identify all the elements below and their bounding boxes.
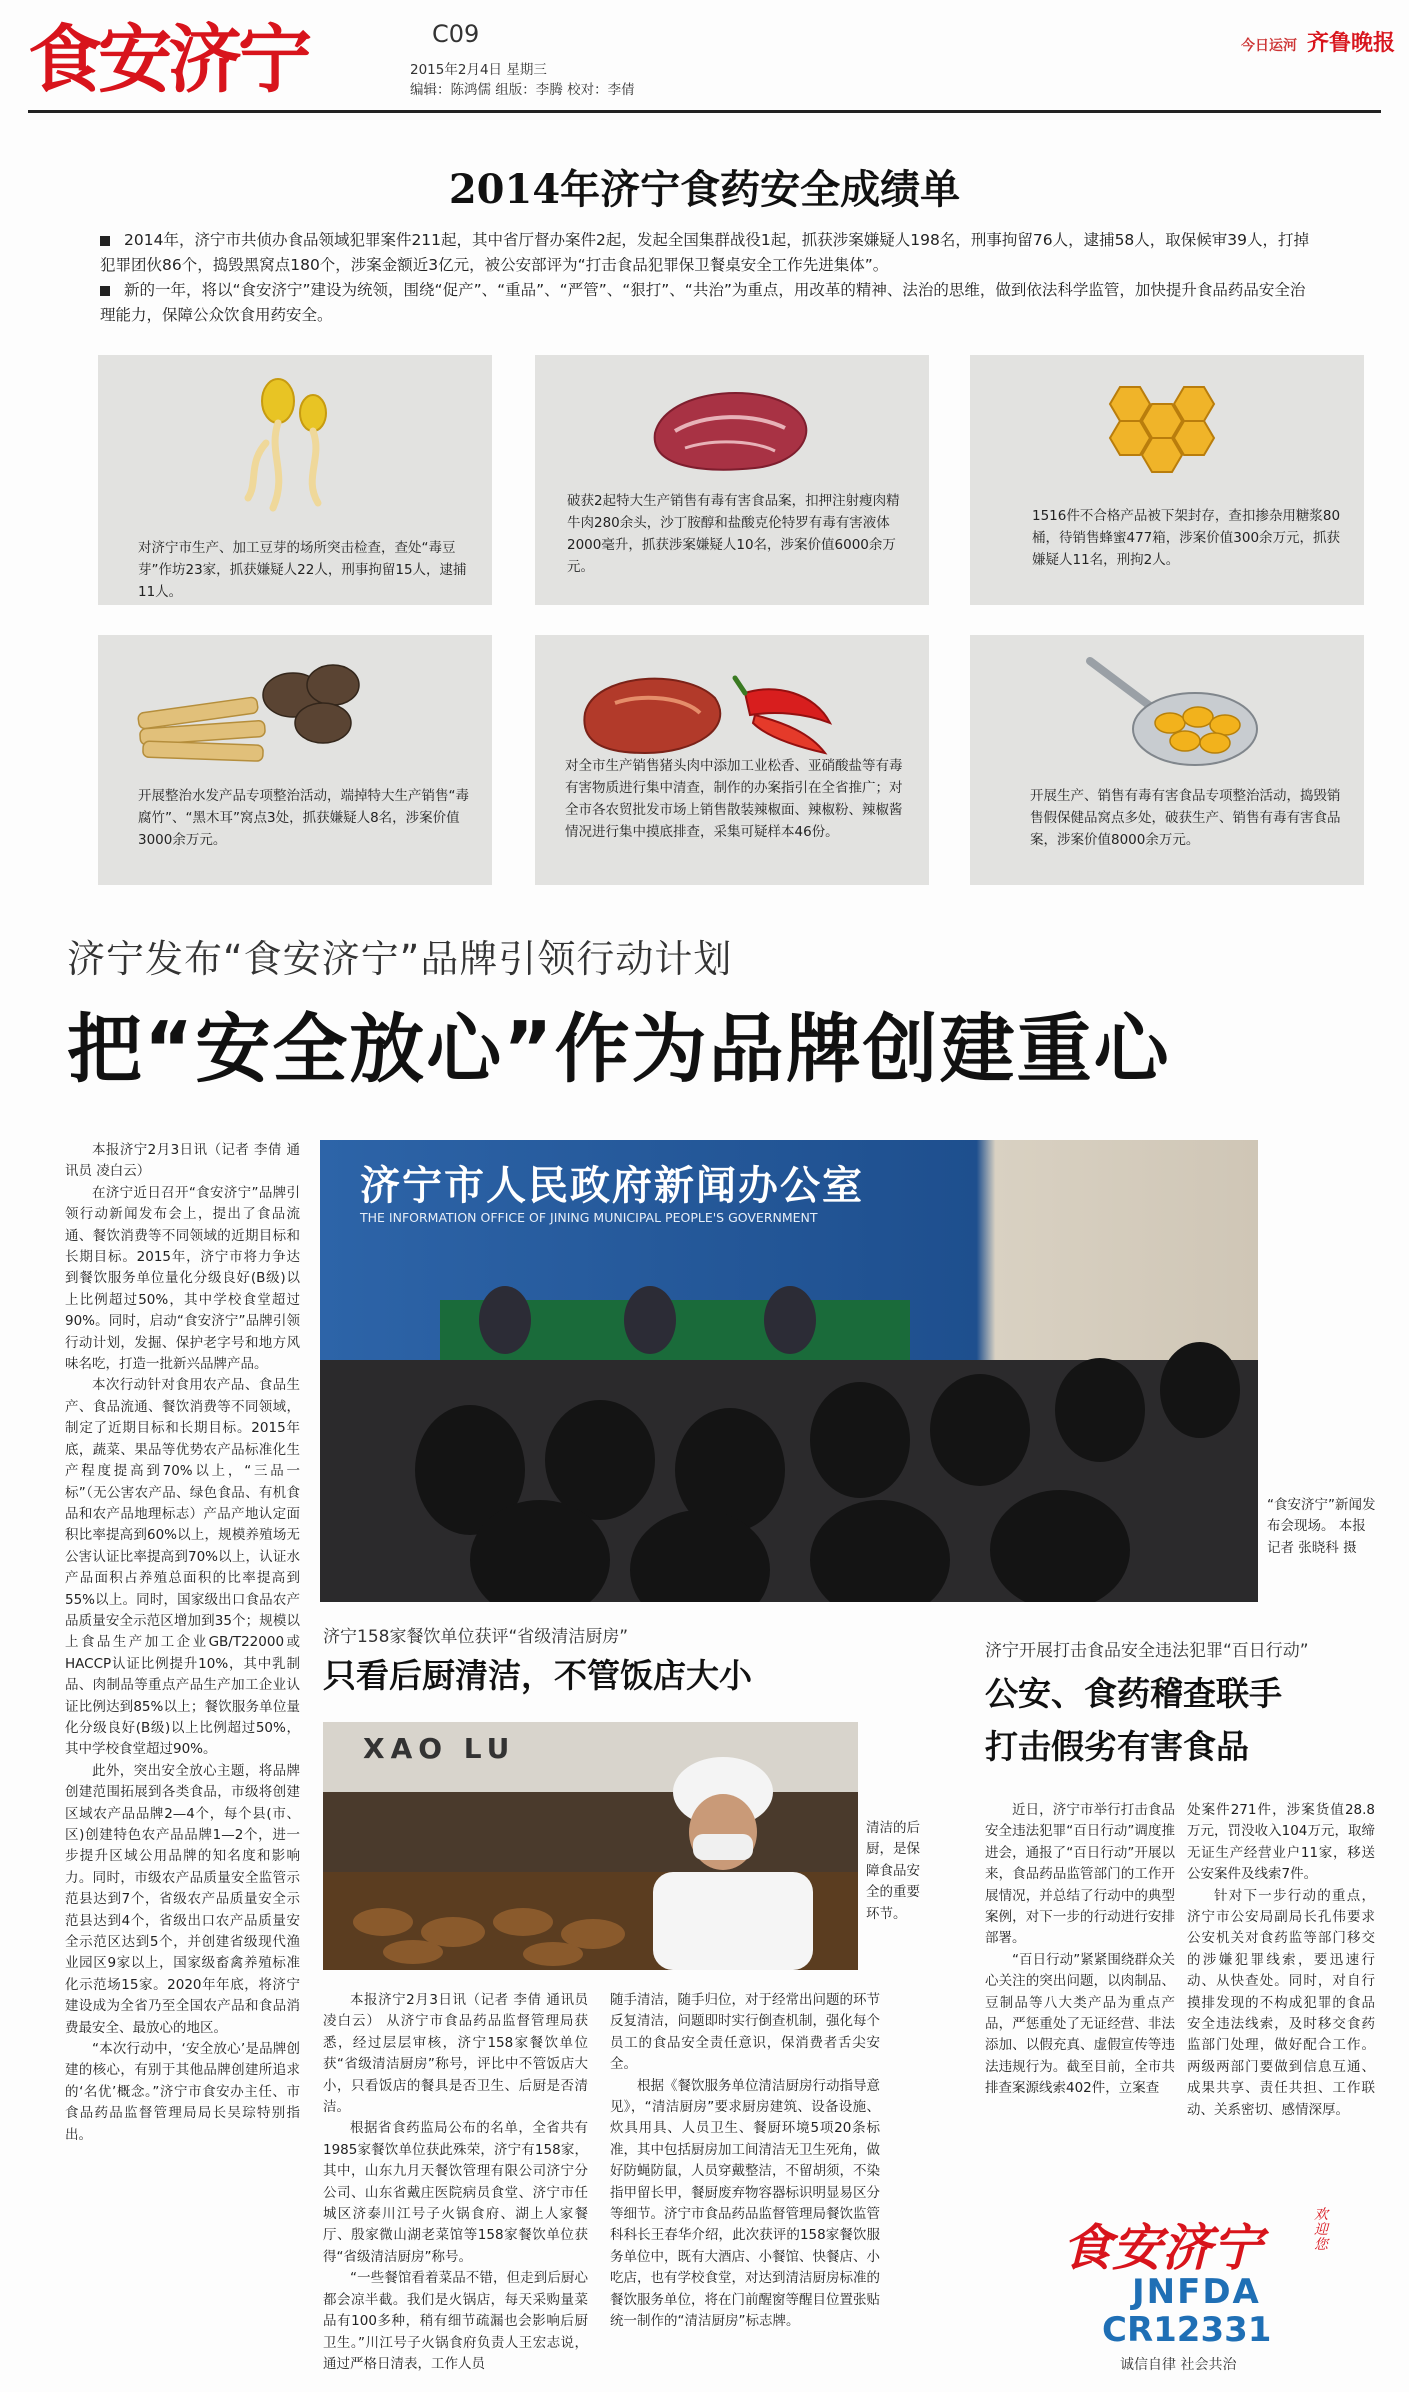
- paragraph: “百日行动”紧紧围绕群众关心关注的突出问题，以肉制品、豆制品等八大类产品为重点产品，严惩重处了无证经营、非法添加、以假充真、虚假宣传等违法违规行为。截至目前，全市共排查案源线索402件，立案查: [985, 1951, 1175, 2097]
- summary-card-meat-chili: [535, 635, 929, 885]
- newspaper-brand: [1241, 26, 1395, 57]
- bullet-icon: [100, 286, 110, 296]
- promo-title: 食安济宁: [1062, 2218, 1262, 2277]
- summary-card-meat: [535, 355, 929, 605]
- page-number: C09: [432, 20, 480, 48]
- kitchen-sign: XAO LU: [363, 1732, 516, 1765]
- summary-title: 2014年济宁食药安全成绩单: [448, 166, 961, 213]
- paragraph: 此外，突出安全放心主题，将品牌创建范围拓展到各类食品，市级将创建区域农产品品牌2—4个，每个县(市、区)创建特色农产品品牌1—2个，进一步提升区域公用品牌的知名度和影响力。同时，市级农产品质量安全监管示范县达到7个，省级农产品质量安全示范县达到4个，省级出口农产品质量安全示范区达到5个，并创建省级现代渔业园区9家以上，国家级畜禽养殖标准化示范场15家。2020年年底，将济宁建设成为全省乃至全国农产品和食品消费最安全、最放心的地区。: [65, 1762, 300, 2036]
- main-article-column: [65, 1140, 300, 2146]
- paragraph: 本次行动针对食用农产品、食品生产、食品流通、餐饮消费等不同领域，制定了近期目标和长期目标。2015年底，蔬菜、果品等优势农产品标准化生产程度提高到70%以上，“三品一标”（无公害农产品、绿色食品、有机食品和农产品地理标志）产品产地认定面积比率提高到60%以上，规模养殖场无公害认证比率提高到70%以上，认证水产品面积占养殖总面积的比率提高到55%以上。同时，国家级出口食品农产品质量安全示范区增加到35个；规模以上食品生产加工企业GB/T22000或HACCP认证比例提升10%，其中乳制品、肉制品等重点产品生产加工企业认证比例达到85%以上；餐饮服务单位量化分级良好(B级)以上比例超过50%，其中学校食堂超过90%。: [65, 1377, 300, 1758]
- brand-small: 今日运河: [1240, 38, 1297, 54]
- card-caption: 破获2起特大生产销售有毒有害食品案，扣押注射瘦肉精牛肉280余头，沙丁胺醇和盐酸克伦特罗有毒有害液体2000毫升，抓获涉案嫌疑人10名，涉案价值6000余万元。: [567, 493, 900, 575]
- photo-banner: 济宁市人民政府新闻办公室: [360, 1163, 864, 1209]
- kitchen-kicker: 济宁158家餐饮单位获评“省级清洁厨房”: [323, 1627, 629, 1647]
- food-safety-promo: [1052, 2208, 1387, 2380]
- police-headline-2: 打击假劣有害食品: [985, 1727, 1249, 1766]
- paragraph: “一些餐馆看着菜品不错，但走到后厨心都会凉半截。我们是火锅店，每天采购量菜品有100多种，稍有细节疏漏也会影响后厨卫生。”川江号子火锅食府负责人王宏志说，通过严格日清表，工作人员: [323, 2270, 588, 2372]
- main-headline: 把“安全放心”作为品牌创建重心: [67, 1005, 1171, 1093]
- press-photo-caption: “食安济宁”新闻发布会现场。 本报记者 张晓科 摄: [1267, 1497, 1376, 1556]
- raw-meat-icon: [635, 373, 835, 483]
- meat-chili-icon: [575, 653, 845, 763]
- police-headline-1: 公安、食药稽查联手: [985, 1674, 1282, 1713]
- summary-card-bean-sprouts: [98, 355, 492, 605]
- bean-sprout-icon: [218, 373, 368, 513]
- promo-code: JNFDA: [1132, 2272, 1261, 2312]
- summary-paragraph-1: 2014年，济宁市共侦办食品领域犯罪案件211起，其中省厅督办案件2起，发起全国集群战役1起，抓获涉案嫌疑人198名，刑事拘留76人，逮捕58人，取保候审39人，打掉犯罪团伙86个，捣毁黑窝点180个，涉案金额近3亿元，被公安部评为“打击食品犯罪保卫餐桌安全工作先进集体”。: [100, 231, 1310, 274]
- police-article-column-1: [985, 1800, 1175, 2100]
- paragraph: 近日，济宁市举行打击食品安全违法犯罪“百日行动”调度推进会，通报了“百日行动”开展以来，食品药品监管部门的工作开展情况，并总结了行动中的典型案例，对下一步的行动进行安排部署。: [985, 1802, 1175, 1947]
- card-caption: 1516件不合格产品被下架封存，查扣掺杂用糖浆80桶，待销售蜂蜜477箱，涉案价值300余万元，抓获嫌疑人11名，刑拘2人。: [1032, 508, 1341, 568]
- paragraph: “本次行动中，‘安全放心’是品牌创建的核心，有别于其他品牌创建所追求的‘名优’概念。”济宁市食安办主任、市食品药品监督管理局局长吴琮特别指出。: [65, 2041, 300, 2143]
- kitchen-photo-caption: 清洁的后厨，是保障食品安全的重要环节。: [866, 1820, 920, 1922]
- paragraph: 针对下一步行动的重点，济宁市公安局副局长孔伟要求公安机关对食药监等部门移交的涉嫌犯罪线索，要迅速行动、从快查处。同时，对自行摸排发现的不构成犯罪的食品安全违法线索，及时移交食药监部门处理，做好配合工作。两级两部门要做到信息互通、成果共享、责任共担、工作联动、关系密切、感情深厚。: [1187, 1887, 1375, 2118]
- promo-welcome: 欢迎您: [1314, 2207, 1328, 2253]
- paragraph: 本报济宁2月3日讯（记者 李倩 通讯员 凌白云） 从济宁市食品药品监督管理局获悉，经过层层审核，济宁158家餐饮单位获“省级清洁厨房”称号，评比中不管饭店大小，只看饭店的餐具是否卫生、后厨是否清洁。: [323, 1992, 588, 2116]
- photo-banner-en: THE INFORMATION OFFICE OF JINING MUNICIPAL PEOPLE'S GOVERNMENT: [360, 1210, 818, 1225]
- paragraph: 根据省食药监局公布的名单，全省共有1985家餐饮单位获此殊荣，济宁有158家，其中，山东九月天餐饮管理有限公司济宁分公司、山东省戴庄医院病员食堂、济宁市任城区济泰川江号子火锅食府、湖上人家餐厅、殷家微山湖老菜馆等158家餐饮单位获得“省级清洁厨房”称号。: [323, 2120, 588, 2265]
- card-caption: 对济宁市生产、加工豆芽的场所突击检查，查处“毒豆芽”作坊23家，抓获嫌疑人22人，刑事拘留15人，逮捕11人。: [138, 540, 467, 600]
- press-conference-photo: [320, 1140, 1258, 1602]
- brand-main: 齐鲁晚报: [1306, 31, 1395, 56]
- capsule-spoon-icon: [1070, 651, 1270, 771]
- masthead-logo: 食安济宁: [28, 17, 308, 103]
- promo-slogan: 诚信自律 社会共治: [1120, 2357, 1237, 2373]
- honeycomb-icon: [1090, 377, 1240, 487]
- main-kicker: 济宁发布“食安济宁”品牌引领行动计划: [67, 937, 733, 981]
- summary-card-capsules: [970, 635, 1364, 885]
- summary-card-honey: [970, 355, 1364, 605]
- police-article-column-2: [1187, 1800, 1375, 2121]
- promo-hotline: CR12331: [1102, 2310, 1272, 2350]
- bullet-icon: [100, 236, 110, 246]
- paragraph: 随手清洁，随手归位，对于经常出问题的环节反复清洁，问题即时实行倒查机制，强化每个员工的食品安全责任意识，保消费者舌尖安全。: [610, 1992, 880, 2073]
- card-caption: 对全市生产销售猪头肉中添加工业松香、亚硝酸盐等有毒有害物质进行集中清查，制作的办案指引在全省推广；对全市各农贸批发市场上销售散装辣椒面、辣椒粉、辣椒酱情况进行集中摸底排查，采集可疑样本46份。: [565, 758, 903, 840]
- editors-line: 编辑：陈鸿儒 组版：李腾 校对：李倩: [410, 82, 635, 98]
- byline: 本报济宁2月3日讯（记者 李倩 通讯员 凌白云）: [65, 1142, 300, 1180]
- card-caption: 开展生产、销售有毒有害食品专项整治活动，捣毁销售假保健品窝点多处，破获生产、销售有毒有害食品案，涉案价值8000余万元。: [1030, 788, 1341, 848]
- kitchen-headline: 只看后厨清洁，不管饭店大小: [323, 1656, 752, 1695]
- kitchen-photo: [323, 1722, 858, 1970]
- summary-card-tofu-fungus: [98, 635, 492, 885]
- police-kicker: 济宁开展打击食品安全违法犯罪“百日行动”: [985, 1641, 1309, 1661]
- dried-tofu-fungus-icon: [128, 655, 378, 775]
- issue-meta: [410, 60, 635, 100]
- kitchen-article-column-2: [610, 1990, 880, 2333]
- header-rule: [28, 110, 1381, 113]
- kitchen-article-column-1: [323, 1990, 588, 2375]
- paragraph: 处案件271件，涉案货值28.8万元，罚没收入104万元，取缔无证生产经营业户11家，移送公安案件及线索7件。: [1187, 1802, 1375, 1883]
- paragraph: 在济宁近日召开“食安济宁”品牌引领行动新闻发布会上，提出了食品流通、餐饮消费等不同领域的近期目标和长期目标。2015年，济宁市将力争达到餐饮服务单位量化分级良好(B级)以上比例超过50%，其中学校食堂超过90%。同时，启动“食安济宁”品牌引领行动计划，发掘、保护老字号和地方风味名吃，打造一批新兴品牌产品。: [65, 1184, 300, 1373]
- summary-paragraph-2: 新的一年，将以“食安济宁”建设为统领，围绕“促产”、“重品”、“严管”、“狠打”、“共治”为重点，用改革的精神、法治的思维，做到依法科学监管，加快提升食品药品安全治理能力，保障公众饮食用药安全。: [100, 281, 1306, 324]
- paragraph: 根据《餐饮服务单位清洁厨房行动指导意见》，“清洁厨房”要求厨房建筑、设备设施、炊具用具、人员卫生、餐厨环境5项20条标准，其中包括厨房加工间清洁无卫生死角，做好防蝇防鼠，人员穿戴整洁，不留胡须，不染指甲留长甲，餐厨废弃物容器标识明显易区分等细节。济宁市食品药品监督管理局餐饮监管科科长王春华介绍，此次获评的158家餐饮服务单位中，既有大酒店、小餐馆、快餐店、小吃店，也有学校食堂，对达到清洁厨房标准的餐饮服务单位，将在门前醒窗等醒目位置张贴统一制作的“清洁厨房”标志牌。: [610, 2077, 880, 2330]
- date-line: 2015年2月4日 星期三: [410, 62, 547, 78]
- card-caption: 开展整治水发产品专项整治活动，端掉特大生产销售“毒腐竹”、“黑木耳”窝点3处，抓获嫌疑人8名，涉案价值3000余万元。: [138, 788, 469, 848]
